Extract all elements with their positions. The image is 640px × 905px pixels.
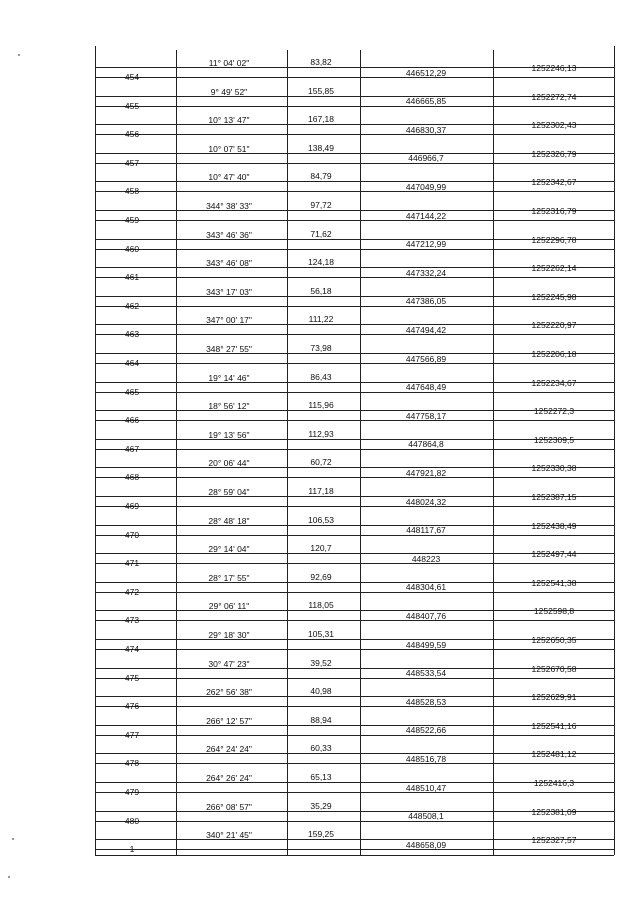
direction-angle: 266° 08' 57"	[206, 801, 252, 812]
point-number: 476	[124, 701, 140, 712]
side-length: 118,05	[308, 600, 334, 611]
row-rule	[95, 735, 614, 736]
row-rule	[95, 277, 614, 278]
coordinate-x: 448533,54	[405, 668, 447, 679]
row-rule	[95, 792, 614, 793]
side-length: 106,53	[308, 514, 334, 525]
side-length: 73,98	[310, 343, 332, 353]
side-length: 117,18	[308, 486, 334, 496]
coordinate-y: 1252598,8	[533, 606, 575, 617]
row-rule	[95, 163, 614, 164]
row-rule	[95, 506, 614, 507]
row-rule	[95, 821, 614, 822]
coordinate-x: 447332,24	[405, 267, 447, 278]
row-rule	[95, 106, 614, 107]
coordinate-x: 448528,53	[405, 696, 447, 707]
row-rule	[95, 134, 614, 135]
direction-angle: 19° 14' 46"	[208, 372, 250, 383]
row-rule	[95, 563, 614, 564]
side-length: 39,52	[310, 657, 332, 668]
direction-angle: 28° 17' 55"	[208, 572, 250, 583]
coordinate-y: 1252629,91	[531, 692, 577, 703]
coordinate-x: 448516,78	[405, 753, 447, 764]
point-number: 474	[124, 644, 140, 654]
direction-angle: 343° 17' 03"	[206, 286, 252, 297]
point-number: 457	[124, 157, 140, 168]
row-rule	[95, 420, 614, 421]
row-rule	[95, 620, 614, 621]
direction-angle: 348° 27' 55"	[206, 344, 252, 354]
scan-speck	[8, 876, 10, 878]
coordinate-x: 447144,22	[405, 210, 447, 221]
coordinate-x: 446512,29	[405, 67, 447, 78]
direction-angle: 20° 06' 44"	[208, 458, 250, 469]
direction-angle: 9° 49' 52"	[210, 86, 248, 97]
direction-angle: 10° 07' 51"	[208, 143, 250, 154]
side-length: 120,7	[310, 543, 332, 554]
direction-angle: 29° 06' 11"	[208, 601, 250, 612]
side-length: 155,85	[308, 85, 334, 96]
direction-angle: 343° 46' 08"	[206, 258, 252, 269]
coordinate-y: 1252541,16	[531, 720, 577, 731]
point-number: 468	[124, 472, 140, 483]
direction-angle: 343° 46' 36"	[206, 229, 252, 240]
coordinate-y: 1252327,57	[531, 835, 577, 846]
coordinate-x: 447386,05	[405, 296, 447, 307]
point-number: 455	[124, 100, 140, 111]
point-number: 466	[124, 415, 140, 426]
point-number: 454	[124, 72, 140, 82]
side-length: 71,62	[310, 228, 332, 239]
coordinate-x: 448117,67	[406, 525, 446, 536]
direction-angle: 347° 00' 17"	[206, 315, 252, 326]
coordinate-x: 448658,09	[405, 839, 447, 850]
row-rule	[95, 535, 614, 536]
coordinate-y: 1252234,67	[531, 377, 577, 388]
direction-angle: 266° 12' 57"	[206, 715, 252, 726]
direction-angle: 28° 59' 04"	[208, 487, 250, 497]
direction-angle: 28° 48' 18"	[208, 515, 250, 526]
row-rule	[95, 191, 614, 192]
coordinate-y: 1252309,5	[533, 434, 575, 445]
side-length: 97,72	[310, 200, 332, 210]
direction-angle: 18° 56' 12"	[208, 401, 250, 412]
side-length: 60,72	[310, 457, 332, 468]
coordinate-x: 447494,42	[405, 324, 447, 335]
scan-speck	[12, 838, 14, 840]
side-length: 56,18	[310, 285, 332, 296]
coordinate-y: 1252272,3	[533, 406, 575, 417]
side-length: 86,43	[310, 371, 332, 382]
direction-angle: 29° 18' 30"	[208, 630, 250, 640]
row-rule	[95, 678, 614, 679]
coordinate-x: 448522,66	[405, 725, 447, 736]
coordinate-x: 446830,37	[405, 124, 447, 135]
coordinate-y: 1252302,43	[531, 120, 577, 131]
coordinate-y: 1252206,18	[531, 349, 577, 359]
point-number: 1	[129, 844, 135, 855]
coordinate-x: 447648,49	[405, 382, 447, 393]
point-number: 464	[124, 358, 140, 368]
direction-angle: 30° 47' 23"	[208, 658, 250, 669]
coordinate-y: 1252670,58	[531, 663, 577, 674]
direction-angle: 264° 26' 24"	[206, 773, 252, 783]
coordinate-x: 446966,7	[408, 153, 444, 164]
direction-angle: 262° 56' 38"	[206, 687, 252, 698]
point-number: 479	[124, 787, 140, 797]
point-number: 471	[124, 558, 140, 569]
side-length: 105,31	[308, 629, 334, 639]
coordinate-y: 1252381,09	[531, 806, 577, 817]
side-length: 124,18	[308, 257, 334, 268]
row-rule	[95, 649, 614, 650]
side-length: 111,22	[308, 314, 334, 325]
side-length: 35,29	[310, 800, 332, 811]
coordinate-x: 447566,89	[405, 353, 447, 364]
side-length: 60,33	[310, 743, 332, 754]
coordinate-x: 448499,59	[405, 639, 447, 650]
coordinate-y: 1252316,79	[531, 206, 577, 216]
scan-speck	[18, 54, 20, 56]
point-number: 470	[124, 529, 140, 540]
row-rule	[95, 763, 614, 764]
coordinate-y: 1252262,14	[531, 263, 577, 274]
coordinate-y: 1252541,38	[531, 577, 577, 588]
side-length: 115,96	[308, 400, 334, 411]
coordinate-x: 448508,1	[408, 811, 444, 822]
direction-angle: 11° 04' 02"	[208, 58, 250, 68]
direction-angle: 29° 14' 04"	[208, 544, 250, 555]
column-rule-5	[614, 46, 615, 855]
point-number: 472	[124, 586, 140, 597]
row-rule	[95, 249, 614, 250]
point-number: 478	[124, 758, 140, 769]
row-rule	[95, 392, 614, 393]
coordinate-y: 1252497,44	[531, 549, 577, 560]
side-length: 167,18	[308, 114, 334, 125]
coordinate-y: 1252245,98	[531, 291, 577, 302]
point-number: 463	[124, 329, 140, 340]
coordinate-x: 447212,99	[405, 239, 447, 250]
point-number: 460	[124, 243, 140, 254]
side-length: 83,82	[310, 57, 332, 67]
point-number: 458	[124, 186, 140, 197]
direction-angle: 344° 38' 33"	[206, 201, 252, 211]
coordinate-x: 448223	[411, 553, 441, 564]
coordinate-x: 446665,85	[405, 96, 447, 107]
coordinate-y: 1252438,49	[531, 520, 577, 531]
row-rule	[95, 477, 614, 478]
side-length: 159,25	[308, 829, 334, 840]
row-rule	[95, 592, 614, 593]
coordinate-x: 448510,47	[405, 782, 447, 793]
point-number: 475	[124, 672, 140, 683]
row-rule	[95, 306, 614, 307]
direction-angle: 10° 47' 40"	[208, 172, 250, 183]
row-rule	[95, 849, 614, 850]
coordinate-x: 447758,17	[405, 410, 447, 421]
coordinate-x: 447864,8	[408, 439, 444, 450]
direction-angle: 19° 13' 56"	[208, 429, 250, 440]
point-number: 465	[124, 386, 140, 397]
row-rule	[95, 220, 614, 221]
direction-angle: 10° 13' 47"	[208, 115, 250, 126]
coordinate-y: 1252342,67	[531, 177, 577, 188]
point-number: 480	[124, 815, 140, 826]
coordinate-x: 448024,32	[405, 496, 447, 507]
point-number: 462	[124, 300, 140, 311]
side-length: 112,93	[308, 428, 334, 439]
point-number: 473	[124, 615, 140, 626]
side-length: 138,49	[308, 142, 334, 153]
side-length: 92,69	[310, 571, 332, 582]
column-rule-0	[95, 46, 96, 855]
direction-angle: 340° 21' 45"	[206, 830, 252, 841]
table-bottom-rule	[95, 855, 614, 856]
side-length: 84,79	[310, 171, 332, 182]
coordinate-x: 448304,61	[405, 582, 447, 593]
coordinate-y: 1252416,3	[533, 778, 575, 788]
coordinate-x: 447921,82	[405, 467, 447, 478]
direction-angle: 264° 24' 24"	[206, 744, 252, 755]
coordinate-y: 1252296,78	[531, 234, 577, 245]
coordinate-x: 447049,99	[405, 181, 447, 192]
coordinate-x: 448407,76	[405, 610, 447, 621]
row-rule	[95, 706, 614, 707]
coordinate-y: 1252330,38	[531, 463, 577, 474]
point-number: 469	[124, 501, 140, 511]
point-number: 461	[124, 272, 140, 283]
coordinate-y: 1252272,74	[531, 91, 577, 102]
coordinate-y: 1252650,35	[531, 635, 577, 645]
row-rule	[95, 334, 614, 335]
side-length: 88,94	[310, 714, 332, 725]
point-number: 459	[124, 215, 140, 225]
side-length: 65,13	[310, 772, 332, 782]
point-number: 477	[124, 729, 140, 740]
coordinate-y: 1252387,15	[531, 492, 577, 502]
point-number: 467	[124, 443, 140, 454]
side-length: 40,98	[310, 686, 332, 697]
coordinate-y: 1252220,97	[531, 320, 577, 331]
row-rule	[95, 449, 614, 450]
coordinate-y: 1252246,13	[531, 63, 577, 73]
row-rule	[95, 77, 614, 78]
row-rule	[95, 363, 614, 364]
point-number: 456	[124, 129, 140, 140]
coordinate-y: 1252326,79	[531, 148, 577, 159]
coordinate-y: 1252481,12	[531, 749, 577, 760]
